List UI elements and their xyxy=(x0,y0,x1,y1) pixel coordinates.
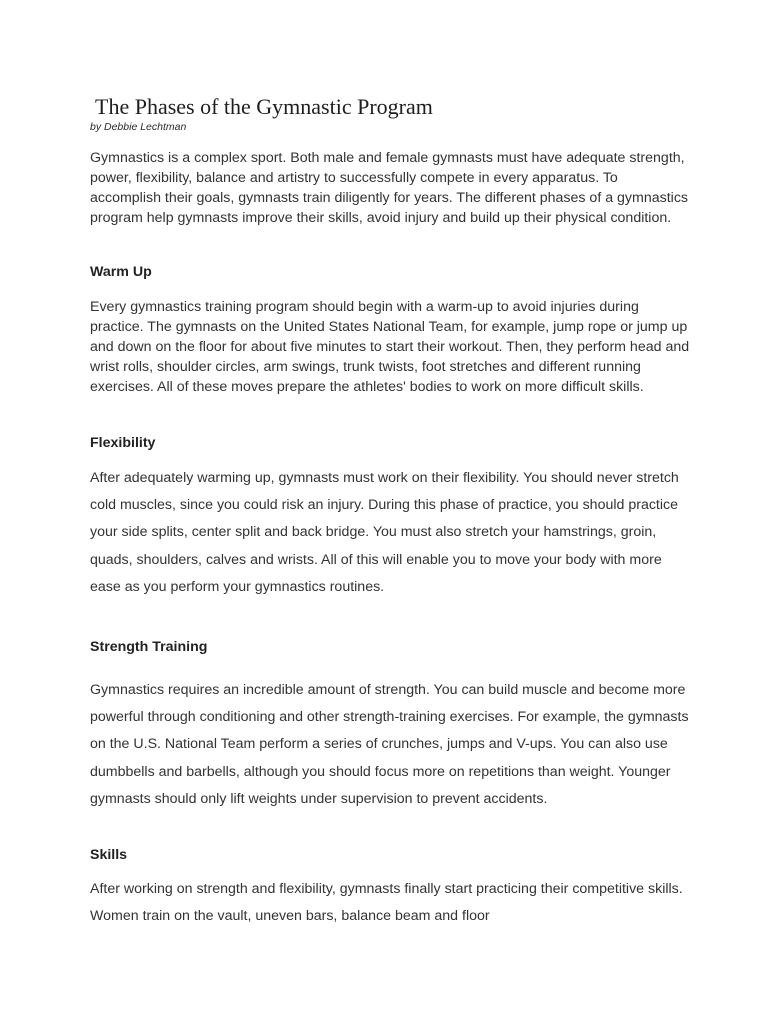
section-heading-strength-training: Strength Training xyxy=(90,639,208,655)
intro-paragraph: Gymnastics is a complex sport. Both male and female gymnasts must have adequate strength, power, flexibility, balance and artistry to successfully compete in every apparatus. To accomplish their goals, gymnasts train diligently for years. The different phases of a gymnastics program help gymnasts improve their skills, avoid injury and build up their physical condition. xyxy=(90,150,689,226)
section-body-flexibility: After adequately warming up, gymnasts must work on their flexibility. You should never stretch cold muscles, since you could risk an injury. During this phase of practice, you should practice your side splits, center split and back bridge. You must also stretch your hamstrings, groin, quads, shoulders, calves and wrists. All of this will enable you to move your body with more ease as you perform your gymnastics routines. xyxy=(90,470,679,595)
section-body-strength-training: Gymnastics requires an incredible amount of strength. You can build muscle and become more powerful through conditioning and other strength-training exercises. For example, the gymnasts on the U.S. National Team perform a series of crunches, jumps and V-ups. You can also use dumbbells and barbells, although you should focus more on repetitions than weight. Younger gymnasts should only lift weights under supervision to prevent accidents. xyxy=(90,682,689,807)
section-heading-flexibility: Flexibility xyxy=(90,435,156,451)
section-body-skills: After working on strength and flexibility, gymnasts finally start practicing their competitive skills. Women train on the vault, uneven bars, balance beam and floor xyxy=(90,881,683,925)
document-title: The Phases of the Gymnastic Program xyxy=(95,94,433,119)
section-heading-warm-up: Warm Up xyxy=(90,264,152,280)
section-body-warm-up: Every gymnastics training program should begin with a warm-up to avoid injuries during practice. The gymnasts on the United States National Team, for example, jump rope or jump up and down on the floor for about five minutes to start their workout. Then, they perform head and wrist rolls, shoulder circles, arm swings, trunk twists, foot stretches and different running exercises. All of these moves prepare the athletes' bodies to work on more difficult skills. xyxy=(90,299,690,395)
section-heading-skills: Skills xyxy=(90,847,128,863)
author-byline: by Debbie Lechtman xyxy=(90,121,187,133)
